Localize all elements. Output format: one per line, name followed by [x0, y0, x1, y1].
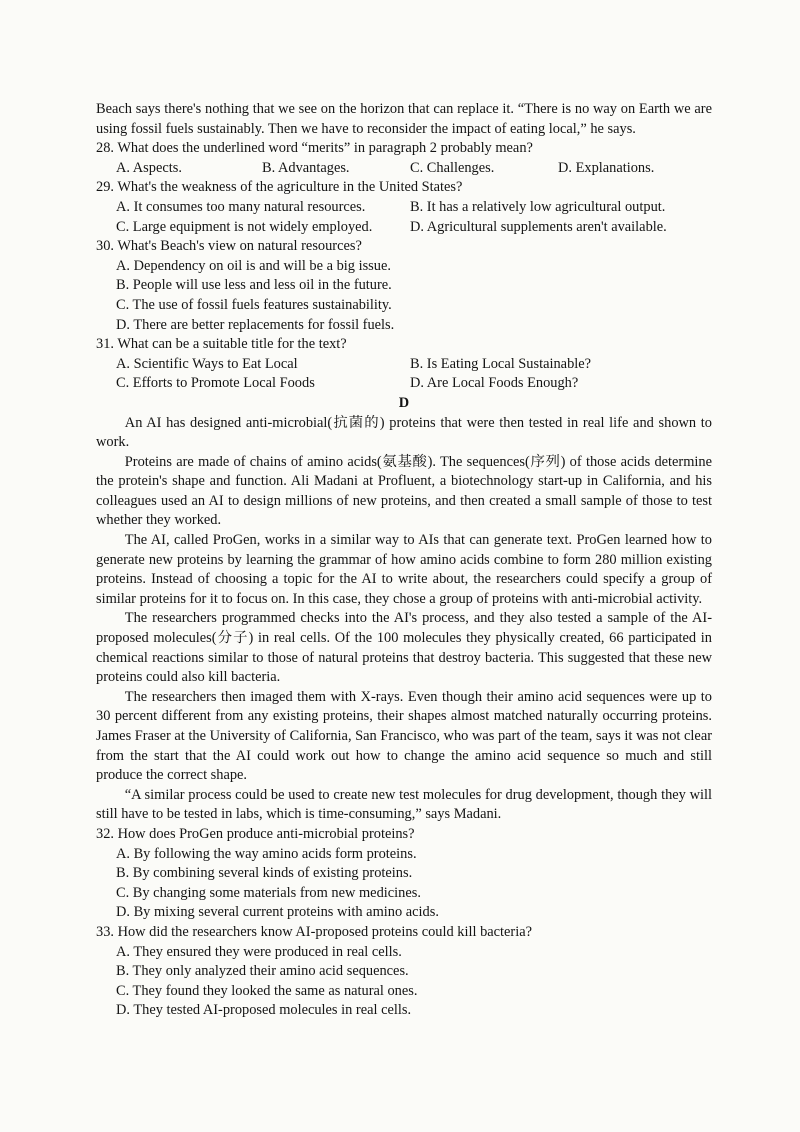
answer-option: D. By mixing several current proteins with amino acids. [116, 904, 439, 921]
answer-option: B. People will use less and less oil in the future. [116, 277, 392, 294]
question-stem: 33. How did the researchers know AI-proposed proteins could kill bacteria? [96, 923, 532, 940]
answer-option: A. Scientific Ways to Eat Local [116, 355, 298, 372]
answer-option: B. Is Eating Local Sustainable? [410, 355, 592, 372]
answer-option: D. There are better replacements for fossil fuels. [116, 316, 395, 333]
question-stem: 29. What's the weakness of the agriculture in the United States? [96, 179, 463, 196]
answer-option: A. Dependency on oil is and will be a big issue. [116, 257, 391, 274]
answer-option: A. They ensured they were produced in real cells. [116, 943, 402, 960]
answer-options [116, 159, 712, 179]
answer-option: B. By combining several kinds of existing proteins. [116, 865, 413, 882]
answer-option: C. The use of fossil fuels features sustainability. [116, 296, 392, 313]
questions-section-c [96, 139, 712, 394]
question-stem: 30. What's Beach's view on natural resources? [96, 238, 362, 255]
passage-paragraph: “A similar process could be used to create new test molecules for drug development, though they will still have to be tested in labs, which is time-consuming,” says Madani. [96, 786, 712, 823]
passage-d [96, 414, 712, 825]
answer-option: A. By following the way amino acids form proteins. [116, 845, 417, 862]
answer-option: C. Efforts to Promote Local Foods [116, 375, 315, 392]
answer-option: C. They found they looked the same as natural ones. [116, 982, 418, 999]
answer-option: A. Aspects. [116, 159, 182, 176]
section-d-label: D [398, 394, 410, 411]
answer-option: B. It has a relatively low agricultural output. [410, 198, 666, 215]
answer-options [116, 198, 712, 237]
passage-paragraph: The AI, called ProGen, works in a similar way to AIs that can generate text. ProGen learned how to generate new proteins by learning the grammar of how amino acids combine to form 280 million existing proteins. Instead of choosing a topic for the AI to write about, the researchers could specify a group of similar proteins for it to focus on. In this case, they chose a group of proteins with anti-microbial activity. [96, 532, 712, 607]
answer-option: B. Advantages. [262, 159, 350, 176]
answer-option: D. Are Local Foods Enough? [410, 375, 579, 392]
answer-option: D. They tested AI-proposed molecules in real cells. [116, 1002, 412, 1019]
answer-option: C. Large equipment is not widely employed. [116, 218, 373, 235]
answer-option: D. Agricultural supplements aren't available. [410, 218, 667, 235]
answer-option: A. It consumes too many natural resources. [116, 198, 366, 215]
answer-option: C. Challenges. [410, 159, 495, 176]
passage-paragraph: The researchers programmed checks into the AI's process, and they also tested a sample of the AI-proposed molecules(分子) in real cells. Of the 100 molecules they physically created, 66 participated in chemical reactions similar to those of natural proteins that destroy bacteria. This suggested that these new proteins could also kill bacteria. [96, 610, 712, 686]
passage-paragraph: Proteins are made of chains of amino acids(氨基酸). The sequences(序列) of those acids determine the protein's shape and function. Ali Madani at Profluent, a biotechnology start-up in California, and his colleagues used an AI to design millions of new proteins, and then created a small sample of those to test whether they worked. [96, 453, 712, 529]
question-stem: 28. What does the underlined word “merits” in paragraph 2 probably mean? [96, 140, 533, 157]
question-stem: 31. What can be a suitable title for the text? [96, 336, 347, 353]
answer-options [116, 355, 712, 394]
questions-section-d [96, 825, 712, 1021]
answer-option: B. They only analyzed their amino acid sequences. [116, 963, 409, 980]
passage-c-ending: Beach says there's nothing that we see on the horizon that can replace it. “There is no way on Earth we are using fossil fuels sustainably. Then we have to reconsider the impact of eating local,” he says. [96, 101, 712, 137]
passage-paragraph: An AI has designed anti-microbial(抗菌的) proteins that were then tested in real life and shown to work. [96, 414, 712, 451]
question-stem: 32. How does ProGen produce anti-microbial proteins? [96, 825, 415, 842]
passage-paragraph: The researchers then imaged them with X-rays. Even though their amino acid sequences were up to 30 percent different from any existing proteins, their shapes almost matched naturally occurring proteins. James Fraser at the University of California, San Francisco, who was part of the team, says it was not clear from the start that the AI could work out how to change the amino acid sequence so much and still produce the correct shape. [96, 688, 712, 784]
answer-option: C. By changing some materials from new medicines. [116, 884, 421, 901]
answer-option: D. Explanations. [558, 159, 655, 176]
